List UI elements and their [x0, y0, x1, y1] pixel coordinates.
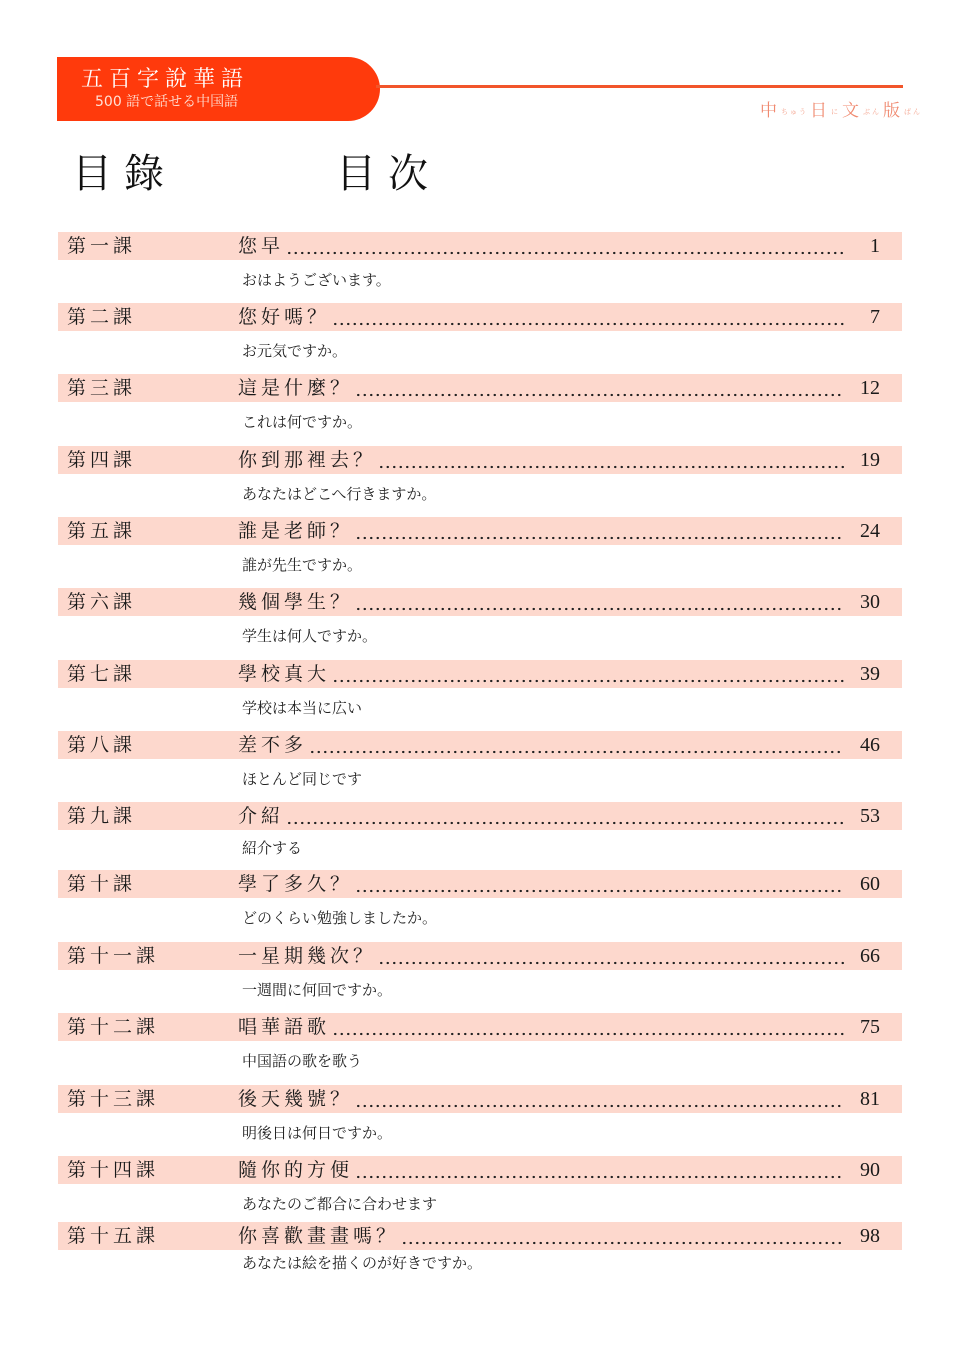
- dot-leader: [286, 804, 844, 828]
- lesson-title: 隨你的方便: [238, 1159, 354, 1181]
- lesson-title-line: [238, 590, 844, 614]
- page-number: 30: [860, 591, 880, 613]
- lesson-subtitle-japanese: 中国語の歌を歌う: [242, 1052, 363, 1070]
- lesson-number: 第六課: [67, 591, 137, 613]
- lesson-title-line: [238, 733, 844, 757]
- page-number: 75: [860, 1016, 880, 1038]
- lesson-number: 第十三課: [67, 1088, 160, 1110]
- edition-char: 文: [842, 101, 861, 121]
- dot-leader: [355, 590, 844, 614]
- lesson-number: 第二課: [67, 306, 137, 328]
- dot-leader: [332, 662, 844, 686]
- edition-ruby: ばん: [904, 107, 922, 116]
- book-title: 五百字說華語: [81, 67, 250, 92]
- lesson-subtitle-japanese: 一週間に何回ですか。: [242, 981, 393, 999]
- lesson-number: 第四課: [67, 449, 137, 471]
- lesson-title: 你喜歡畫畫嗎？: [238, 1225, 400, 1247]
- lesson-number: 第五課: [67, 520, 137, 542]
- header-rule: [376, 85, 903, 88]
- lesson-subtitle-japanese: これは何ですか。: [242, 413, 363, 431]
- lesson-title: 差不多: [238, 734, 308, 756]
- lesson-subtitle-japanese: どのくらい勉強しましたか。: [242, 909, 438, 927]
- lesson-title-line: [238, 448, 844, 472]
- lesson-title-line: [238, 1224, 844, 1248]
- lesson-number: 第三課: [67, 377, 137, 399]
- lesson-title: 誰是老師？: [238, 520, 354, 542]
- lesson-number: 第十五課: [67, 1225, 160, 1247]
- lesson-subtitle-japanese: 明後日は何日ですか。: [242, 1124, 393, 1142]
- dot-leader: [355, 872, 844, 896]
- toc-entry[interactable]: [58, 1085, 902, 1113]
- dot-leader: [355, 519, 844, 543]
- lesson-subtitle-japanese: おはようございます。: [242, 271, 391, 289]
- lesson-number: 第十課: [67, 873, 137, 895]
- lesson-subtitle-japanese: あなたはどこへ行きますか。: [242, 485, 437, 503]
- toc-entry[interactable]: [58, 1156, 902, 1184]
- dot-leader: [309, 733, 844, 757]
- lesson-title: 後天幾號？: [238, 1088, 354, 1110]
- lesson-title-line: [238, 1158, 844, 1182]
- dot-leader: [355, 376, 844, 400]
- toc-entry[interactable]: [58, 303, 902, 331]
- toc-entry[interactable]: [58, 660, 902, 688]
- lesson-number: 第一課: [67, 235, 137, 257]
- dot-leader: [286, 234, 844, 258]
- toc-entry[interactable]: [58, 731, 902, 759]
- lesson-number: 第十四課: [67, 1159, 160, 1181]
- dot-leader: [355, 1087, 844, 1111]
- page-number: 12: [860, 377, 880, 399]
- toc-entry[interactable]: [58, 374, 902, 402]
- page-number: 81: [860, 1088, 880, 1110]
- title-banner: [57, 57, 380, 121]
- lesson-title-line: [238, 305, 844, 329]
- lesson-title: 幾個學生？: [238, 591, 354, 613]
- lesson-title: 學了多久？: [238, 873, 354, 895]
- page-number: 60: [860, 873, 880, 895]
- lesson-number: 第九課: [67, 805, 137, 827]
- lesson-title-line: [238, 804, 844, 828]
- lesson-title: 唱華語歌: [238, 1016, 331, 1038]
- toc-entry[interactable]: [58, 942, 902, 970]
- book-subtitle: 500 語で話せる中国語: [95, 94, 239, 110]
- lesson-title-line: [238, 1015, 844, 1039]
- dot-leader: [378, 448, 844, 472]
- lesson-number: 第十二課: [67, 1016, 160, 1038]
- lesson-number: 第七課: [67, 663, 137, 685]
- page-number: 7: [870, 306, 880, 328]
- page-number: 39: [860, 663, 880, 685]
- lesson-subtitle-japanese: ほとんど同じです: [242, 770, 363, 788]
- lesson-title: 學校真大: [238, 663, 331, 685]
- toc-entry[interactable]: [58, 446, 902, 474]
- lesson-number: 第八課: [67, 734, 137, 756]
- toc-entry[interactable]: [58, 870, 902, 898]
- lesson-subtitle-japanese: お元気ですか。: [242, 342, 348, 360]
- edition-char: 日: [810, 101, 829, 121]
- toc-entry[interactable]: [58, 1222, 902, 1250]
- page-number: 90: [860, 1159, 880, 1181]
- page-number: 66: [860, 945, 880, 967]
- lesson-subtitle-japanese: 誰が先生ですか。: [242, 556, 363, 574]
- lesson-title: 一星期幾次？: [238, 945, 377, 967]
- toc-entry[interactable]: [58, 802, 902, 830]
- lesson-title-line: [238, 662, 844, 686]
- dot-leader: [332, 305, 844, 329]
- lesson-title-line: [238, 872, 844, 896]
- page-number: 98: [860, 1225, 880, 1247]
- page-number: 19: [860, 449, 880, 471]
- lesson-subtitle-japanese: あなたのご都合に合わせます: [242, 1195, 438, 1213]
- edition-char: 版: [883, 101, 902, 121]
- lesson-title-line: [238, 234, 844, 258]
- page-number: 53: [860, 805, 880, 827]
- toc-entry[interactable]: [58, 517, 902, 545]
- lesson-subtitle-japanese: 紹介する: [242, 839, 303, 857]
- edition-ruby: に: [831, 107, 840, 116]
- heading-japanese: 目次: [336, 151, 440, 197]
- lesson-subtitle-japanese: 学校は本当に広い: [242, 699, 363, 717]
- edition-ruby: ぶん: [863, 107, 881, 116]
- lesson-title: 這是什麼？: [238, 377, 354, 399]
- toc-entry[interactable]: [58, 588, 902, 616]
- edition-ruby: ちゅう: [781, 107, 808, 116]
- lesson-subtitle-japanese: あなたは絵を描くのが好きですか。: [242, 1254, 483, 1272]
- page-number: 46: [860, 734, 880, 756]
- lesson-number: 第十一課: [67, 945, 160, 967]
- toc-entry[interactable]: [58, 232, 902, 260]
- lesson-title: 您早: [238, 235, 285, 257]
- dot-leader: [378, 944, 844, 968]
- heading-chinese: 目錄: [72, 151, 176, 197]
- edition-char: 中: [760, 101, 779, 121]
- dot-leader: [332, 1015, 844, 1039]
- lesson-title: 你到那裡去？: [238, 449, 377, 471]
- dot-leader: [355, 1158, 844, 1182]
- edition-label: [760, 96, 924, 121]
- lesson-title-line: [238, 519, 844, 543]
- page-number: 1: [870, 235, 880, 257]
- lesson-title-line: [238, 1087, 844, 1111]
- toc-entry[interactable]: [58, 1013, 902, 1041]
- page-number: 24: [860, 520, 880, 542]
- lesson-subtitle-japanese: 学生は何人ですか。: [242, 627, 378, 645]
- dot-leader: [401, 1224, 844, 1248]
- lesson-title: 您好嗎？: [238, 306, 331, 328]
- lesson-title: 介紹: [238, 805, 285, 827]
- lesson-title-line: [238, 376, 844, 400]
- lesson-title-line: [238, 944, 844, 968]
